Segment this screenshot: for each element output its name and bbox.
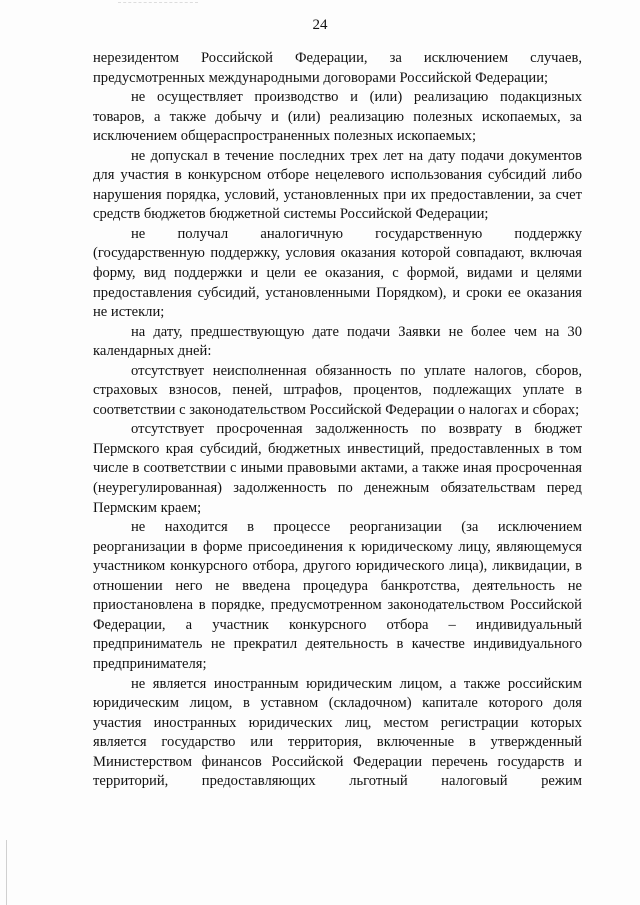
paragraph-misuse-of-subsidies: не допускал в течение последних трех лет на дату подачи документов для участия в конкурсном отборе нецелевого использования субсидий либо нарушения порядка, условий, установленных при их предоставлении, за счет средств бюджетов бюджетной системы Российской Федерации; [93,147,582,223]
scan-edge-line [6,840,7,905]
paragraph-date-condition: на дату, предшествующую дате подачи Заявки не более чем на 30 календарных дней: [93,323,582,360]
paragraph-nonresident: нерезидентом Российской Федерации, за исключением случаев, предусмотренных международными договорами Российской Федерации; [93,50,582,86]
page-number: 24 [312,17,328,33]
paragraph-overdue-debt: отсутствует просроченная задолженность по возврату в бюджет Пермского края субсидий, бюджетных инвестиций, предоставленных в том числе в соответствии с иными правовыми актами, а также иная просроченная (неурегулированная) задолженность по денежным обязательствам перед Пермским краем; [93,421,582,516]
paragraph-similar-support: не получал аналогичную государственную поддержку (государственную поддержку, условия оказания которой совпадают, включая форму, вид поддержки и цели ее оказания, с формой, видами и целями предоставления субсидий, установленными Порядком), и сроки ее оказания не истекли; [93,225,582,321]
paragraph-foreign-entity: не является иностранным юридическим лицом, а также российским юридическим лицом, в уставном (складочном) капитале которого доля участия иностранных юридических лиц, местом регистрации которых является государство или территория, включенные в утвержденный Министерством финансов Российской Федерации перечень государств и территорий, предоставляющих льготный налоговый режим [93,675,582,790]
paragraph-reorganization: не находится в процессе реорганизации (за исключением реорганизации в форме присоединения к юридическому лицу, являющемуся участником конкурсного отбора, другого юридического лица), ликвидации, в отношении него не введена процедура банкротства, деятельность не приостановлена в порядке, предусмотренном законодательством Российской Федерации, а участник конкурсного отбора – индивидуальный предприниматель не прекратил деятельность в качестве индивидуального предпринимателя; [93,519,582,672]
document-body [93,49,582,792]
paragraph-excise-goods: не осуществляет производство и (или) реализацию подакцизных товаров, а также добычу и (или) реализацию полезных ископаемых, за исключением общераспространенных полезных ископаемых; [93,89,582,145]
paragraph-tax-obligations: отсутствует неисполненная обязанность по уплате налогов, сборов, страховых взносов, пеней, штрафов, процентов, подлежащих уплате в соответствии с законодательством Российской Федерации о налогах и сборах; [93,362,582,418]
scan-artifact [118,2,198,7]
